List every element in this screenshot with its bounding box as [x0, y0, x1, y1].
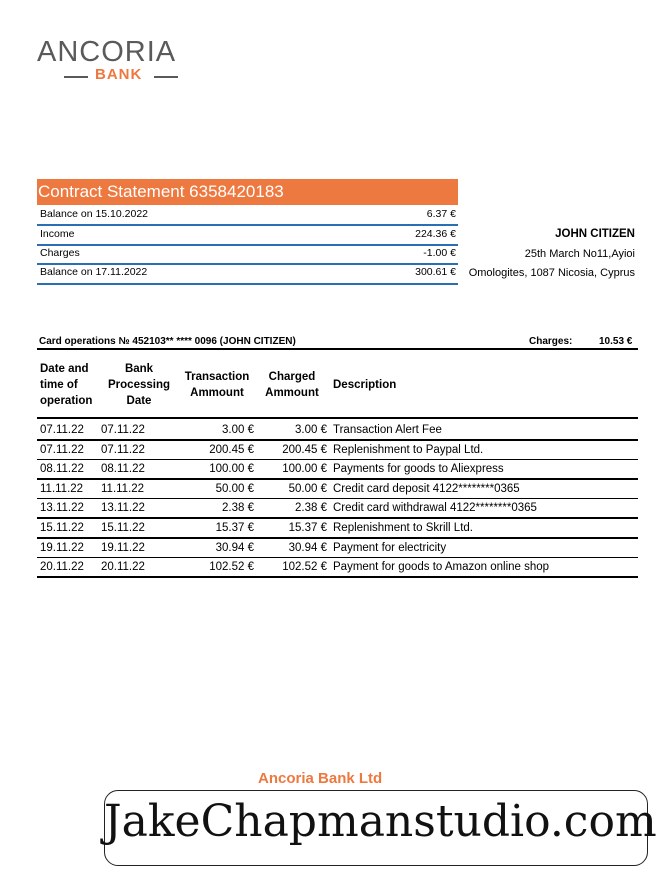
- cell-transaction-amount: 15.37 €: [215, 522, 254, 534]
- balance-row: [37, 205, 458, 224]
- cell-transaction-amount: 50.00 €: [215, 482, 254, 495]
- cell-description: Replenishment to Paypal Ltd.: [333, 443, 484, 456]
- balance-label: Income: [40, 228, 75, 240]
- cell-description: Payment for electricity: [333, 541, 447, 554]
- customer-address-line2: Omologites, 1087 Nicosia, Cyprus: [468, 267, 635, 279]
- cell-transaction-amount: 30.94 €: [215, 541, 254, 554]
- cell-date: 11.11.22: [40, 482, 84, 495]
- card-operations-title: Card operations № 452103** **** 0096 (JOHN CITIZEN): [39, 336, 296, 347]
- cell-processing-date: 07.11.22: [101, 424, 145, 436]
- card-charges-value: 10.53 €: [599, 336, 633, 347]
- cell-charged-amount: 50.00 €: [288, 482, 327, 495]
- watermark-text: JakeChapmanstudio.com: [104, 796, 657, 847]
- row-rule: [37, 576, 638, 578]
- cell-processing-date: 19.11.22: [101, 541, 145, 554]
- cell-description: Credit card withdrawal 4122********0365: [333, 502, 537, 515]
- cell-date: 13.11.22: [40, 502, 84, 515]
- balance-row: [37, 244, 458, 263]
- contract-statement-title: Contract Statement 6358420183: [37, 179, 458, 205]
- customer-name: JOHN CITIZEN: [555, 228, 635, 240]
- balance-label: Charges: [40, 247, 80, 259]
- col-header-date: Date and time of operation: [40, 363, 93, 407]
- col-header-charged-amount: Charged Ammount: [265, 371, 319, 399]
- cell-description: Payments for goods to Aliexpress: [333, 463, 504, 476]
- table-row: [37, 499, 638, 518]
- cell-processing-date: 20.11.22: [101, 561, 145, 574]
- table-row: [37, 519, 638, 538]
- balance-label: Balance on 15.10.2022: [40, 208, 149, 220]
- balance-value: -1.00 €: [423, 247, 456, 259]
- footer-company: Ancoria Bank Ltd: [258, 770, 383, 787]
- cell-charged-amount: 200.45 €: [282, 443, 327, 456]
- cell-description: Replenishment to Skrill Ltd.: [333, 522, 473, 534]
- table-row: [37, 421, 638, 440]
- cell-transaction-amount: 200.45 €: [209, 443, 254, 456]
- table-row: [37, 558, 638, 577]
- bank-logo-sub: [62, 66, 182, 86]
- table-header-rule: [37, 417, 638, 419]
- cell-date: 15.11.22: [40, 522, 84, 534]
- cell-date: 07.11.22: [40, 424, 84, 436]
- cell-transaction-amount: 102.52 €: [209, 561, 254, 574]
- customer-address-line1: 25th March No11,Ayioi: [524, 248, 635, 260]
- cell-transaction-amount: 2.38 €: [222, 502, 254, 515]
- balance-value: 224.36 €: [415, 228, 456, 240]
- cell-transaction-amount: 3.00 €: [222, 424, 254, 436]
- table-row: [37, 480, 638, 499]
- cell-date: 08.11.22: [40, 463, 84, 476]
- balance-value: 300.61 €: [415, 266, 456, 278]
- table-row: [37, 460, 638, 479]
- table-row: [37, 539, 638, 558]
- cell-transaction-amount: 100.00 €: [209, 463, 254, 476]
- balance-label: Balance on 17.11.2022: [40, 266, 148, 278]
- row-divider: [37, 283, 458, 285]
- cell-charged-amount: 102.52 €: [282, 561, 327, 574]
- logo-divider-right: [154, 76, 178, 78]
- card-charges-label: Charges:: [529, 336, 573, 347]
- cell-processing-date: 15.11.22: [101, 522, 145, 534]
- logo-bank-label: BANK: [95, 66, 143, 83]
- cell-date: 20.11.22: [40, 561, 84, 574]
- table-row: [37, 441, 638, 460]
- col-header-processing-date: Bank Processing Date: [108, 363, 170, 407]
- cell-description: Payment for goods to Amazon online shop: [333, 561, 550, 574]
- bank-logo: ANCORIA: [37, 36, 177, 68]
- cell-processing-date: 13.11.22: [101, 502, 145, 515]
- cell-charged-amount: 100.00 €: [282, 463, 327, 476]
- cell-charged-amount: 2.38 €: [295, 502, 327, 515]
- cell-charged-amount: 30.94 €: [288, 541, 327, 554]
- balance-row: [37, 263, 458, 282]
- cell-description: Transaction Alert Fee: [333, 424, 442, 436]
- cell-processing-date: 08.11.22: [101, 463, 145, 476]
- logo-divider-left: [64, 76, 88, 78]
- cell-charged-amount: 15.37 €: [288, 522, 327, 534]
- balance-row: [37, 225, 458, 244]
- col-header-description: Description: [333, 379, 397, 391]
- cell-charged-amount: 3.00 €: [295, 424, 327, 436]
- cell-date: 19.11.22: [40, 541, 84, 554]
- col-header-transaction-amount: Transaction Ammount: [184, 371, 250, 399]
- cell-processing-date: 11.11.22: [101, 482, 145, 495]
- balance-value: 6.37 €: [426, 208, 456, 220]
- cell-date: 07.11.22: [40, 443, 84, 456]
- cell-processing-date: 07.11.22: [101, 443, 145, 456]
- cell-description: Credit card deposit 4122********0365: [333, 482, 520, 495]
- table-top-rule: [37, 348, 638, 350]
